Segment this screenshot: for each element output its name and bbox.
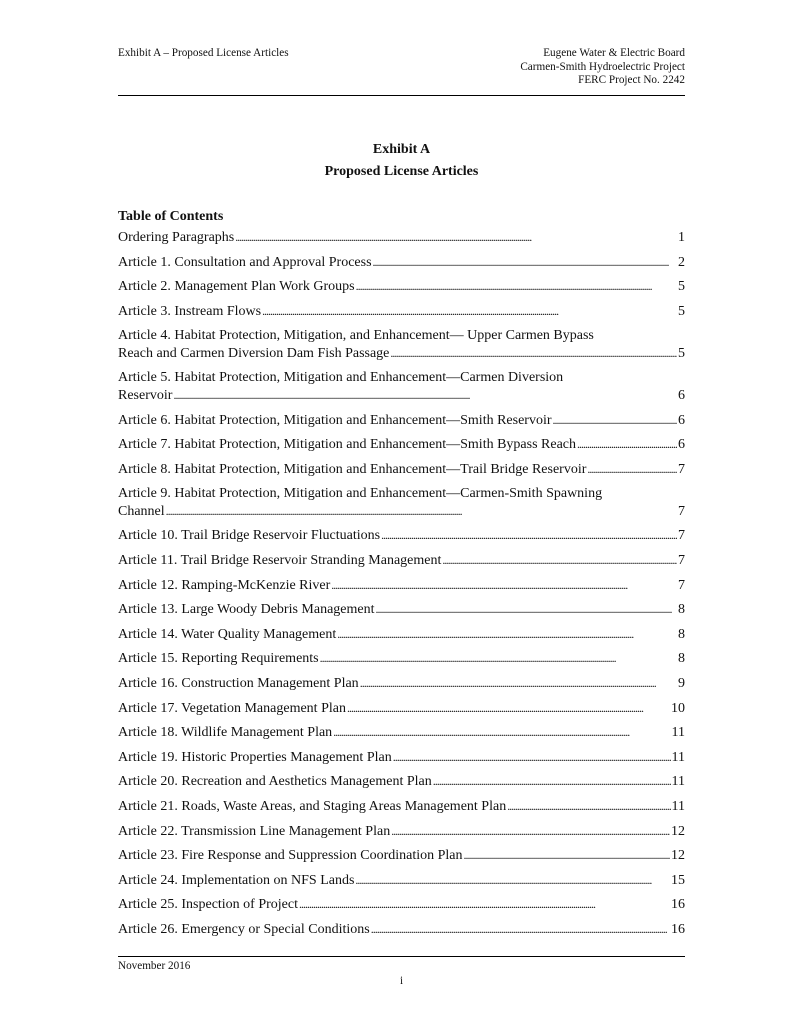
- title-line-2: Proposed License Articles: [324, 164, 479, 179]
- toc-entry-page: 1: [678, 230, 685, 245]
- toc-entry-page: 6: [678, 387, 685, 403]
- toc-entry-page: 16: [671, 921, 685, 937]
- toc-entry[interactable]: [118, 872, 685, 890]
- toc-entry[interactable]: [118, 700, 685, 718]
- dot-leader: [356, 278, 677, 296]
- toc-entry-title: Article 7. Habitat Protection, Mitigation and Enhancement—Smith Bypass Reach: [118, 437, 577, 453]
- toc-entry-title: Article 3. Instream Flows: [118, 303, 262, 319]
- toc-entry-title-line: Article 4. Habitat Protection, Mitigation, and Enhancement— Upper Carmen Bypass: [118, 328, 594, 344]
- dot-leader: [373, 254, 677, 272]
- toc-entry-title: Article 19. Historic Properties Management Plan: [118, 749, 392, 765]
- toc-entry-title: Channel: [118, 503, 165, 519]
- toc-entry[interactable]: [118, 303, 685, 321]
- page-title: [118, 139, 685, 183]
- toc-entry-page: 16: [671, 897, 685, 913]
- toc-entry[interactable]: [118, 327, 685, 362]
- dot-leader: [464, 847, 670, 865]
- toc-entry-title: Article 13. Large Woody Debris Management: [118, 602, 375, 618]
- toc-entry[interactable]: [118, 773, 685, 791]
- toc-entry-title-line: Article 5. Habitat Protection, Mitigation and Enhancement—Carmen Diversion: [118, 370, 564, 386]
- toc-entry-page: 2: [678, 254, 685, 270]
- toc-entry-title: Article 26. Emergency or Special Conditions: [118, 921, 370, 937]
- toc-entry[interactable]: [118, 626, 685, 644]
- toc-entry[interactable]: [118, 724, 685, 742]
- toc-entry-title: Article 18. Wildlife Management Plan: [118, 725, 333, 741]
- toc-entry-page: 11: [671, 774, 685, 790]
- toc-entry-page: 8: [678, 602, 685, 618]
- toc-heading: Table of Contents: [118, 209, 224, 224]
- toc-entry[interactable]: [118, 369, 685, 404]
- toc-entry[interactable]: [118, 896, 685, 914]
- toc-entry-title: Article 10. Trail Bridge Reservoir Fluctuations: [118, 528, 381, 544]
- dot-leader: [381, 527, 677, 545]
- toc-entry-page: 11: [671, 749, 685, 765]
- toc-entry-title: Reach and Carmen Diversion Dam Fish Passage: [118, 345, 390, 361]
- header-org: Eugene Water & Electric Board: [543, 47, 685, 59]
- dot-leader: [433, 773, 671, 791]
- toc-entry-page: 7: [678, 461, 685, 477]
- dot-leader: [390, 345, 677, 363]
- toc-entry-title: Article 6. Habitat Protection, Mitigation and Enhancement—Smith Reservoir: [118, 412, 552, 428]
- header-project-info: [520, 47, 685, 88]
- toc-entry-title: Article 12. Ramping-McKenzie River: [118, 577, 331, 593]
- toc-entry-page: 7: [678, 528, 685, 544]
- toc-entry-title: Article 8. Habitat Protection, Mitigation and Enhancement—Trail Bridge Reservoir: [118, 461, 587, 477]
- toc-entry[interactable]: [118, 798, 685, 816]
- toc-entry[interactable]: [118, 601, 685, 619]
- toc-entry-title: Article 24. Implementation on NFS Lands: [118, 872, 355, 888]
- dot-leader: [360, 675, 677, 693]
- toc-entry-page: 6: [678, 437, 685, 453]
- dot-leader: [507, 798, 670, 816]
- document-page: [118, 0, 685, 1035]
- toc-entry-title: Reservoir: [118, 387, 173, 403]
- dot-leader: [355, 872, 670, 890]
- toc-entry-title: Article 25. Inspection of Project: [118, 897, 299, 913]
- toc-entry-page: 8: [678, 626, 685, 642]
- toc-entry-title: Article 17. Vegetation Management Plan: [118, 700, 346, 716]
- table-of-contents: [118, 229, 685, 946]
- toc-entry[interactable]: [118, 485, 685, 520]
- dot-leader: [391, 823, 670, 841]
- toc-entry-title: Article 2. Management Plan Work Groups: [118, 279, 355, 295]
- dot-leader: [262, 303, 677, 321]
- toc-entry-title: Article 1. Consultation and Approval Process: [118, 254, 372, 270]
- dot-leader: [371, 921, 670, 939]
- toc-entry[interactable]: [118, 847, 685, 865]
- toc-entry-page: 12: [671, 848, 685, 864]
- toc-entry[interactable]: [118, 675, 685, 693]
- dot-leader: [587, 461, 677, 479]
- toc-entry-title: Ordering Paragraphs: [118, 230, 235, 245]
- toc-entry[interactable]: [118, 823, 685, 841]
- toc-entry-page: 11: [671, 725, 685, 741]
- dot-leader: [577, 436, 677, 454]
- toc-entry[interactable]: [118, 552, 685, 570]
- toc-entry[interactable]: [118, 229, 685, 247]
- toc-entry[interactable]: [118, 436, 685, 454]
- toc-entry[interactable]: [118, 412, 685, 430]
- toc-entry[interactable]: [118, 278, 685, 296]
- toc-entry[interactable]: [118, 921, 685, 939]
- dot-leader: [235, 229, 677, 247]
- toc-entry[interactable]: [118, 254, 685, 272]
- dot-leader: [376, 601, 677, 619]
- toc-entry-title: Article 21. Roads, Waste Areas, and Staging Areas Management Plan: [118, 798, 507, 814]
- toc-entry-page: 12: [671, 823, 685, 839]
- dot-leader: [442, 552, 677, 570]
- toc-entry-title: Article 14. Water Quality Management: [118, 626, 337, 642]
- toc-entry-page: 7: [678, 553, 685, 569]
- dot-leader: [337, 626, 677, 644]
- toc-entry-page: 5: [678, 303, 685, 319]
- toc-entry[interactable]: [118, 650, 685, 668]
- toc-entry[interactable]: [118, 749, 685, 767]
- toc-entry-page: 8: [678, 651, 685, 667]
- toc-entry-page: 11: [671, 798, 685, 814]
- dot-leader: [299, 896, 670, 914]
- toc-entry-title: Article 11. Trail Bridge Reservoir Stranding Management: [118, 553, 442, 569]
- toc-entry-title-line: Article 9. Habitat Protection, Mitigation and Enhancement—Carmen-Smith Spawning: [118, 486, 603, 502]
- toc-entry[interactable]: [118, 577, 685, 595]
- dot-leader: [333, 724, 670, 742]
- toc-entry-page: 7: [678, 503, 685, 519]
- header-ferc: FERC Project No. 2242: [578, 74, 685, 86]
- toc-entry[interactable]: [118, 527, 685, 545]
- dot-leader: [347, 700, 670, 718]
- toc-entry-title: Article 20. Recreation and Aesthetics Management Plan: [118, 774, 432, 790]
- toc-entry-page: 5: [678, 345, 685, 361]
- running-header: [118, 47, 685, 96]
- header-exhibit-title: Exhibit A – Proposed License Articles: [118, 47, 289, 59]
- page-number: i: [399, 975, 404, 987]
- toc-entry-title: Article 15. Reporting Requirements: [118, 651, 319, 667]
- dot-leader: [331, 577, 677, 595]
- title-line-1: Exhibit A: [372, 142, 431, 157]
- toc-entry-title: Article 23. Fire Response and Suppression Coordination Plan: [118, 848, 463, 864]
- toc-entry-page: 15: [671, 872, 685, 888]
- toc-entry-title: Article 22. Transmission Line Management Plan: [118, 823, 391, 839]
- toc-entry[interactable]: [118, 461, 685, 479]
- toc-entry-page: 9: [678, 676, 685, 691]
- dot-leader: [320, 650, 677, 668]
- dot-leader: [173, 387, 677, 405]
- toc-entry-page: 10: [671, 700, 685, 716]
- dot-leader: [393, 749, 671, 767]
- footer-date: November 2016: [118, 956, 685, 972]
- toc-entry-page: 7: [678, 577, 685, 593]
- toc-entry-title: Article 16. Construction Management Plan: [118, 676, 359, 691]
- dot-leader: [166, 503, 677, 521]
- toc-entry-page: 5: [678, 279, 685, 295]
- dot-leader: [553, 412, 677, 430]
- toc-entry-page: 6: [678, 412, 685, 428]
- header-project: Carmen-Smith Hydroelectric Project: [520, 60, 685, 73]
